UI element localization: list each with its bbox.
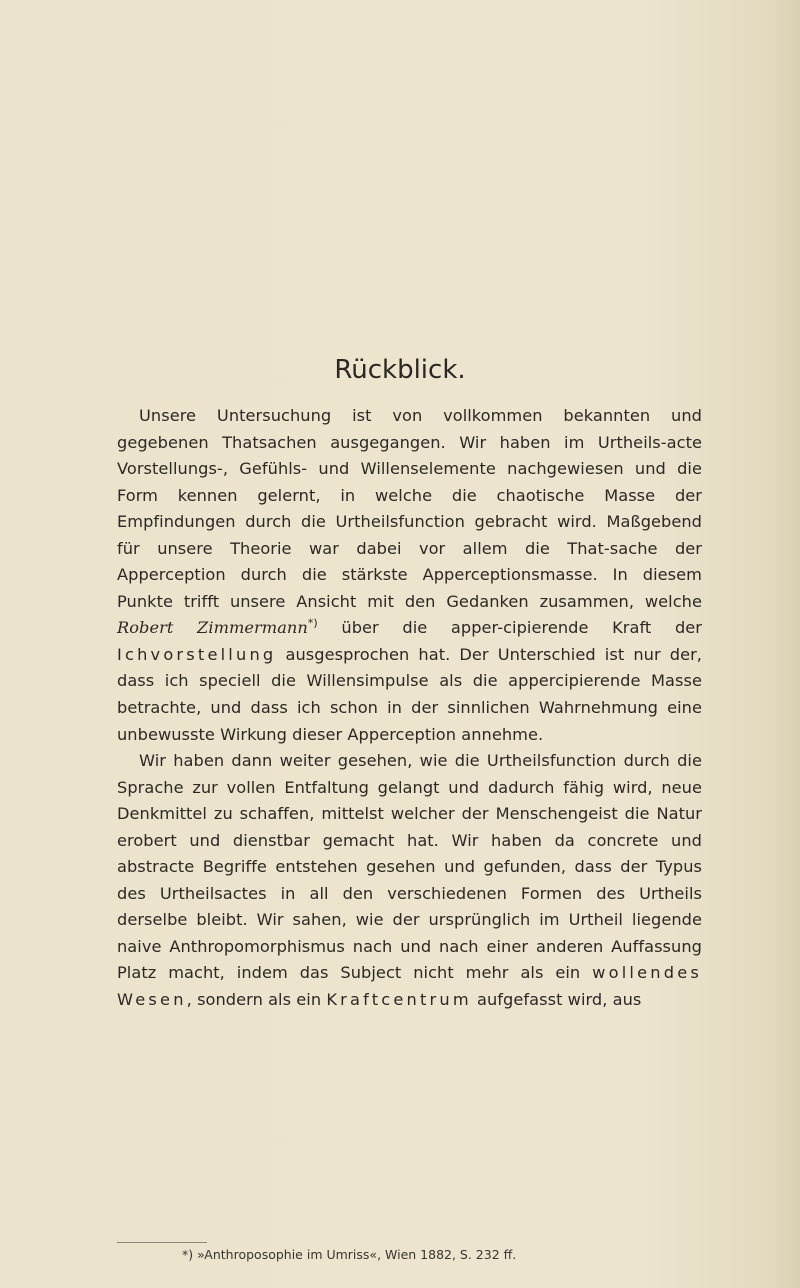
para2-text-c: aufgefasst wird, aus	[471, 990, 642, 1010]
para2-text-b: , sondern als ein	[186, 990, 327, 1010]
para1-text-c: ausgesprochen hat. Der Unterschied ist nur der, dass ich speciell die Willensimpulse als die appercipierende Masse betrachte, und dass ich schon in der sinnlichen Wahrnehmung eine unbewusste Wirkung dieser Apperception annehme.	[117, 644, 702, 744]
paragraph-2	[117, 748, 702, 1013]
para1-text-a: Unsere Untersuchung ist von vollkommen bekannten und gegebenen Thatsachen ausgegangen. Wir haben im Urtheils-acte Vorstellungs-, Gefühls- und Willenselemente nachgewiesen und die Form kennen gelernt, in welche die chaotische Masse der Empfindungen durch die Urtheilsfunction gebracht wird. Maßgebend für unsere Theorie war dabei vor allem die That-sache der Apperception durch die stärkste Apperceptionsmasse. In diesem Punkte trifft unsere Ansicht mit den Gedanken zusammen, welche	[117, 406, 702, 611]
spaced-term-kraftcentrum: Kraftcentrum	[326, 990, 472, 1010]
author-name-zimmermann: Robert Zimmermann	[117, 618, 308, 638]
chapter-title: Rückblick.	[334, 355, 466, 385]
para2-text-a: Wir haben dann weiter gesehen, wie die Urtheilsfunction durch die Sprache zur vollen Entfaltung gelangt und dadurch fähig wird, neue Denkmittel zu schaffen, mittelst welcher der Menschengeist die Natur erobert und dienstbar gemacht hat. Wir haben da concrete und abstracte Begriffe entstehen gesehen und gefunden, dass der Typus des Urtheilsactes in all den verschiedenen Formen des Urtheils derselbe bleibt. Wir sahen, wie der ursprünglich im Urtheil liegende naive Anthropomorphismus nach und nach einer anderen Auffassung Platz macht, indem das Subject nicht mehr als ein	[117, 751, 702, 983]
spaced-term-wollendes-wesen: wollendes Wesen	[117, 963, 702, 1010]
para1-text-b: über die apper-cipierende Kraft der	[317, 618, 702, 638]
footnote-divider	[117, 1242, 207, 1243]
spaced-term-ichvorstellung: Ichvorstellung	[117, 644, 277, 664]
footnote-reference: *)	[307, 616, 318, 630]
paragraph-1	[117, 403, 702, 748]
footnote: *) »Anthroposophie im Umriss«, Wien 1882, S. 232 ff.	[182, 1247, 517, 1262]
body-text	[117, 403, 702, 1014]
